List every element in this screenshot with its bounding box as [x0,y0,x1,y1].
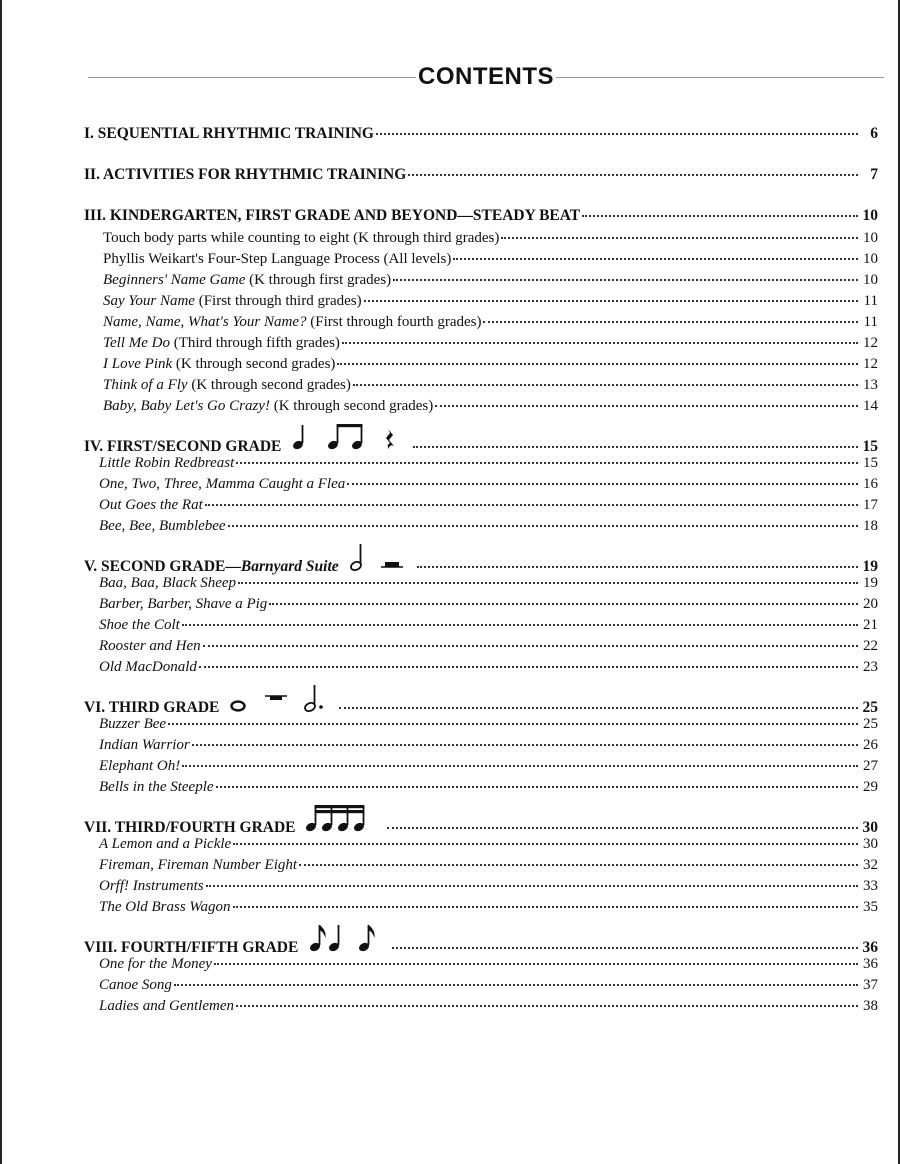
dot-leader [205,504,858,506]
entry-title [99,777,214,798]
entry-title-text: One for the Money [99,956,212,972]
section-title-text: ACTIVITIES FOR RHYTHMIC TRAINING [102,166,407,183]
entry-title [103,396,433,417]
section-numeral: II. [84,166,100,183]
toc-section [84,204,878,417]
entry-grade-note: (First through fourth grades) [306,314,482,330]
toc-section [84,690,878,798]
entry-title-text: Touch body parts while counting to eight [103,230,350,246]
page-number: 21 [863,617,878,633]
half-rest-note-icon [379,541,405,571]
section-title [84,204,580,228]
section-heading[interactable] [84,549,878,573]
entry-title [103,354,335,375]
dot-leader [353,384,858,386]
toc-entry[interactable] [84,855,878,876]
whole-note-icon [227,682,251,712]
dot-leader [216,786,858,788]
entry-grade-note: (Third through fifth grades) [169,335,340,351]
section-heading[interactable] [84,122,878,146]
section-heading[interactable] [84,930,878,954]
entry-title-text: Canoe Song [99,977,172,993]
entry-title [99,954,212,975]
toc-entry[interactable] [84,834,878,855]
section-numeral: VII. [84,819,112,836]
dot-leader [228,525,858,527]
page-number: 6 [870,125,878,142]
entry-title [103,312,481,333]
page-number: 19 [862,558,878,575]
entry-title [103,270,391,291]
page-number: 10 [863,272,878,288]
dot-leader [483,321,858,323]
page-number: 27 [863,758,878,774]
entry-title-text: Little Robin Redbreast [99,455,235,471]
rhythm-notation [227,690,337,712]
toc-entry[interactable] [84,756,878,777]
toc-entry[interactable] [84,996,878,1017]
entry-title-text: Indian Warrior [99,737,190,753]
dot-leader [236,462,858,464]
entry-title [99,636,201,657]
entry-title [99,876,204,897]
quarter-note-icon [289,421,311,451]
section-title [84,163,406,187]
title-row [88,60,884,94]
page-number: 33 [863,878,878,894]
toc-entry[interactable] [84,777,878,798]
section-title-text: THIRD GRADE [108,699,220,716]
entry-title [103,333,340,354]
toc-entry[interactable] [84,615,878,636]
toc-section [84,930,878,1017]
page-number: 18 [863,518,878,534]
page-number: 12 [863,356,878,372]
page-number: 15 [862,438,878,455]
entry-grade-note: (K through third grades) [349,230,500,246]
page-number: 19 [863,575,878,591]
page-number: 7 [870,166,878,183]
entry-grade-note: (K through second grades) [269,398,434,414]
toc-entry[interactable] [84,876,878,897]
entry-title-text: Buzzer Bee [99,716,167,732]
toc-entry[interactable] [84,897,878,918]
title-rule-left [88,77,416,78]
entry-title-text: Bee, Bee, Bumblebee [99,518,226,534]
dot-leader [413,446,858,448]
dot-leader [214,963,858,965]
page-number: 11 [863,293,878,309]
entry-title-text: Phyllis Weikart's Four-Step Language Process [103,251,380,267]
dot-leader [582,215,858,217]
section-heading[interactable] [84,690,878,714]
entry-title-text: Old MacDonald [99,659,197,675]
dot-leader [337,363,858,365]
page-number: 16 [863,476,878,492]
toc-section [84,163,878,187]
toc-entry[interactable] [84,270,878,291]
page-number: 36 [862,939,878,956]
entry-title-text: Baa, Baa, Black Sheep [99,575,237,591]
entry-title [103,228,499,249]
section-title-text: KINDERGARTEN, FIRST GRADE AND BEYOND—STEADY BEAT [109,207,581,224]
entry-title [99,897,231,918]
toc-entry[interactable] [84,636,878,657]
toc-entry[interactable] [84,594,878,615]
dot-leader [342,342,858,344]
page-number: 20 [863,596,878,612]
section-title-text: FOURTH/FIFTH GRADE [121,939,299,956]
entry-title-text: Beginners' Name Game [103,272,246,288]
entry-title-text: Baby, Baby Let's Go Crazy! [103,398,270,414]
entry-title-text: Tell Me Do [103,335,170,351]
toc-entry[interactable] [84,657,878,678]
dot-leader [387,827,858,829]
dot-leader [174,984,858,986]
page-number: 25 [863,716,878,732]
entry-title [99,834,231,855]
entry-title [99,615,180,636]
rhythm-notation [289,429,411,451]
dot-leader [376,133,858,135]
dot-leader [269,603,858,605]
toc-section [84,549,878,678]
page-number: 10 [862,207,878,224]
section-title-text: THIRD/FOURTH GRADE [114,819,296,836]
toc-entry[interactable] [84,495,878,516]
entry-title [99,594,267,615]
dotted-half-note-icon [301,682,327,712]
toc-section [84,122,878,146]
entry-title [99,975,172,996]
toc-entry[interactable] [84,573,878,594]
toc-section [84,810,878,918]
dot-leader [347,483,858,485]
eighth-pair-note-icon [321,421,369,451]
entry-title [103,249,451,270]
page-number: 30 [863,836,878,852]
entry-grade-note: (K through second grades) [187,377,351,393]
dot-leader [238,582,858,584]
dot-leader [182,624,858,626]
dot-leader [203,645,858,647]
dot-leader [453,258,858,260]
toc-entry[interactable] [84,249,878,270]
page-number: 23 [863,659,878,675]
toc-entry[interactable] [84,453,878,474]
toc-entry[interactable] [84,291,878,312]
entry-title-text: A Lemon and a Pickle [99,836,232,852]
dot-leader [364,300,858,302]
entry-title [99,657,197,678]
toc-entry[interactable] [84,735,878,756]
toc-entry[interactable] [84,228,878,249]
entry-title-text: One, Two, Three, Mamma Caught a Flea [99,476,346,492]
section-title [84,122,374,146]
page-edge-left [0,0,2,1164]
section-title-text: FIRST/SECOND GRADE [106,438,282,455]
entry-title [99,474,345,495]
entry-title-text: Barber, Barber, Shave a Pig [99,596,268,612]
dot-leader [199,666,858,668]
entry-title-text: Bells in the Steeple [99,779,214,795]
entry-title-text: Shoe the Colt [99,617,180,633]
page-number: 14 [863,398,878,414]
dot-leader [233,906,858,908]
entry-title [103,375,351,396]
entry-title-text: Orff! Instruments [99,878,204,894]
title-rule-right [556,77,884,78]
section-numeral: V. [84,558,98,575]
dot-leader [182,765,858,767]
page-number: 15 [863,455,878,471]
entry-title-text: The Old Brass Wagon [99,899,231,915]
entry-title [103,291,362,312]
page-number: 10 [863,230,878,246]
entry-title [99,756,180,777]
section-numeral: I. [84,125,94,142]
page-number: 12 [863,335,878,351]
page-number: 32 [863,857,878,873]
toc-entry[interactable] [84,375,878,396]
entry-grade-note: (All levels) [379,251,452,267]
dot-leader [393,279,858,281]
table-of-contents [84,122,878,1029]
syncopation-note-icon [306,922,380,952]
entry-title [99,996,234,1017]
page-number: 37 [863,977,878,993]
toc-entry[interactable] [84,333,878,354]
entry-title-text: Think of a Fly [103,377,188,393]
entry-title-text: Say Your Name [103,293,195,309]
page-title: CONTENTS [418,63,554,90]
section-title-text: SEQUENTIAL RHYTHMIC TRAINING [97,125,374,142]
dot-leader [192,744,858,746]
entry-title [99,453,234,474]
rhythm-notation [347,549,415,571]
section-heading[interactable] [84,204,878,228]
entry-title [99,855,297,876]
entry-title-text: Name, Name, What's Your Name? [103,314,307,330]
entry-title [99,735,190,756]
page-number: 30 [862,819,878,836]
entry-title-text: I Love Pink [103,356,173,372]
page-number: 29 [863,779,878,795]
toc-entry[interactable] [84,354,878,375]
section-title-text: SECOND GRADE— [100,558,241,575]
half-note-icon [347,541,369,571]
section-heading[interactable] [84,810,878,834]
entry-title-text: Rooster and Hen [99,638,201,654]
sixteenths-note-icon [303,802,375,832]
entry-title-text: Elephant Oh! [99,758,181,774]
entry-title-text: Out Goes the Rat [99,497,203,513]
page-number: 25 [862,699,878,716]
whole-rest-note-icon [261,682,291,712]
dot-leader [417,566,858,568]
page-number: 36 [863,956,878,972]
page-number: 10 [863,251,878,267]
section-heading[interactable] [84,163,878,187]
entry-title [99,495,203,516]
entry-title [99,516,226,537]
toc-entry[interactable] [84,975,878,996]
section-heading[interactable] [84,429,878,453]
dot-leader [501,237,858,239]
entry-grade-note: (K through second grades) [172,356,336,372]
page-number: 38 [863,998,878,1014]
entry-title [99,714,166,735]
entry-title-text: Fireman, Fireman Number Eight [99,857,298,873]
entry-title-text: Ladies and Gentlemen [99,998,234,1014]
page-number: 11 [863,314,878,330]
section-numeral: VI. [84,699,106,716]
dot-leader [408,174,858,176]
section-numeral: III. [84,207,106,224]
quarter-rest-note-icon [379,421,401,451]
page-number: 13 [863,377,878,393]
dot-leader [206,885,858,887]
section-numeral: VIII. [84,939,118,956]
section-numeral: IV. [84,438,104,455]
page-number: 26 [863,737,878,753]
toc-entry[interactable] [84,474,878,495]
dot-leader [168,723,858,725]
toc-section [84,429,878,537]
dot-leader [435,405,858,407]
rhythm-notation [306,930,390,952]
dot-leader [236,1005,858,1007]
toc-entry[interactable] [84,396,878,417]
toc-entry[interactable] [84,516,878,537]
page-number: 35 [863,899,878,915]
entry-grade-note: (First through third grades) [194,293,362,309]
page-number: 22 [863,638,878,654]
dot-leader [299,864,858,866]
rhythm-notation [303,810,385,832]
dot-leader [392,947,858,949]
dot-leader [339,707,858,709]
toc-entry[interactable] [84,954,878,975]
section-subtitle: Barnyard Suite [240,558,339,575]
toc-entry[interactable] [84,312,878,333]
entry-title [99,573,236,594]
entry-grade-note: (K through first grades) [245,272,392,288]
dot-leader [233,843,858,845]
page-number: 17 [863,497,878,513]
